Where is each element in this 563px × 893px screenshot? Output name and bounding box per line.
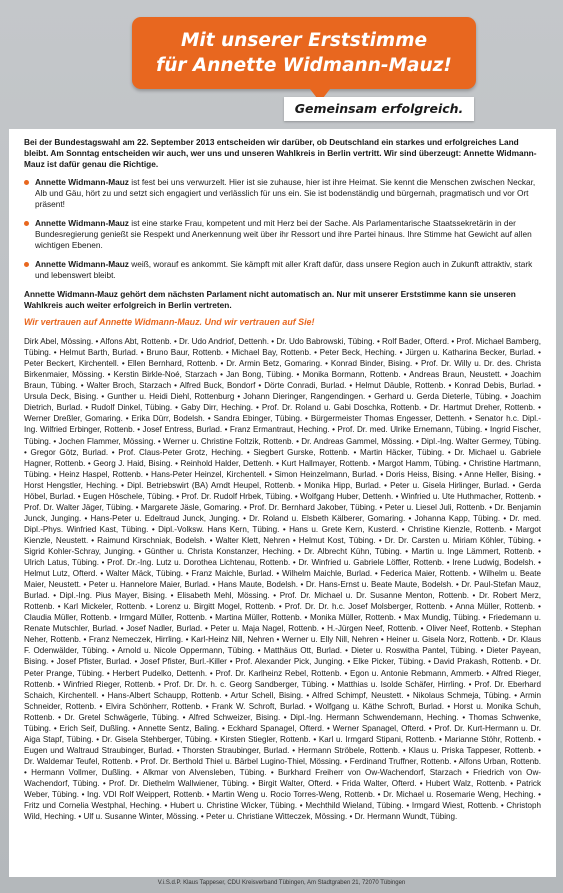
bullet-text: ist eine starke Frau, kompetent und mit Herz bei der Sache. Als Parlamentarische Staatssekretärin in der Bundesregierung genießt sie Respekt und Anerkennung weit über ihr Ressort und ihre Partei hinaus. Ihre Stimme hat Gewicht auf allen wichtigen Ebenen. [35, 218, 532, 250]
orange-bullet-icon [24, 180, 29, 185]
bullet-name: Annette Widmann-Mauz [35, 177, 129, 187]
text-card [9, 129, 556, 877]
intro-paragraph: Bei der Bundestagswahl am 22. September 2013 entscheiden wir darüber, ob Deutschland ein starkes und erfolgreiches Land bleibt. Am Sonntag entscheiden wir auch, wer uns und unseren Wahlkreis in Berlin vertritt. Wir sind überzeugt: Annette Widmann-Mauz ist dafür genau die Richtige. [24, 137, 537, 169]
trust-heading: Wir vertrauen auf Annette Widmann-Mauz. Und wir vertrauen auf Sie! [24, 317, 315, 327]
bullet-item [24, 218, 541, 251]
imprint-footer: V.i.S.d.P. Klaus Tappeser, CDU Kreisverband Tübingen, Am Stadtgraben 21, 72070 Tübingen [157, 880, 406, 886]
bullet-name: Annette Widmann-Mauz [35, 218, 129, 228]
bullet-text: weiß, worauf es ankommt. Sie kämpft mit aller Kraft dafür, dass unsere Region auch in Zukunft attraktiv, stark und lebenswert bleibt. [35, 259, 533, 280]
orange-bullet-icon [24, 262, 29, 267]
supporter-list: Dirk Abel, Mössing. • Alfons Abt, Rottenb. • Dr. Udo Andriof, Dettenh. • Dr. Udo Babrowski, Tübing. • Rolf Bader, Ofterd. • Prof. Michael Bamberg, Tübing. • Helmut Barth, Burlad. • Bruno Baur, Rottenb. • Michael Bay, Rottenb. • Peter Beck, Heching. • Jürgen u. Katharina Becker, Burlad. • Peter Beckert, Kirchentell. • Ellen Bernhard, Rottenb. • Dr. Armin Betz, Gomaring. • Konrad Binder, Bising. • Prof. Dr. Willy u. Dr. des. Christa Birkenmaier, Mössing. • Kerstin Birkle-Noé, Starzach • Jan Bong, Tübing. • Monika Bormann, Rottenb. • Andreas Braun, Neustett. • Joachim Braun, Tübing. • Walter Broch, Starzach • Alfred Buck, Bondorf • Dörte Conradi, Burlad. • Helmut Däuble, Rottenb. • Konrad Debis, Burlad. • Ursula Deck, Bising. • Gunther u. Heidi Diehl, Rottenburg • Johann Dieringer, Rangendingen. • Gerhard u. Gerda Dieterle, Tübing. • Joachim Dietrich, Burlad. • Rudolf Dinkel, Tübing. • Gaby Dirr, Heching. • Prof. Dr. Roland u. Gabi Doschka, Rottenb. • Dr. Hartmut Dreher, Rottenb. • Werner Dreßler, Gomaring. • Erika Dürr, Bodelsh. • Sandra Ebinger, Tübing. • Bürgermeister Thomas Engesser, Dettenh. • Senator h.c. Dipl.-Ing. Wilfried Erbinger, Rottenb. • Josef Entress, Burlad. • Franz Ermantraut, Heching. • Prof. Dr. med. Ulrike Ernemann, Tübing. • Ingrid Fischer, Tübing. • Jochen Flammer, Mössing. • Werner u. Christine Foltzik, Rottenb. • Dr. Andreas Gammel, Mössing. • Dipl.-Ing. Walter Germey, Tübing. • Gregor Götz, Burlad. • Prof. Claus-Peter Grotz, Heching. • Siegbert Gurske, Rottenb. • Martin Häcker, Tübing. • Dr. Michael u. Gabriele Hagner, Rottenb. • Georg J. Haid, Bising. • Reinhold Halder, Dettenh. • Kurt Hallmayer, Rottenb. • Margot Hamm, Tübing. • Christine Hartmann, Tübing. • Heinz Haspel, Rottenb. • Hans-Peter Heinzel, Kirchentell. • Simon Heinzelmann, Burlad. • Doris Heiss, Bising. • Anne Heller, Bising. • Horst Hengstler, Heching. • Dipl. Betriebswirt (BA) Arndt Heupel, Rottenb. • Monika Hipp, Burlad. • Peter u. Gisela Hirlinger, Burlad. • Gerda Höbel, Burlad. • Eugen Höschele, Tübing. • Prof. Dr. Rudolf Hrbek, Tübing. • Wolfgang Huber, Dettenh. • Winfried u. Ute Huthmacher, Rottenb. • Prof. Dr. Walter Jäger, Tübing. • Margarete Jäsle, Gomaring. • Prof. Dr. Bernhard Jakober, Tübing. • Peter u. Liesel Juli, Rottenb. • Dr. Benjamin Junck, Junging. • Hans-Peter u. Edeltraud Junck, Junging. • Dr. Roland u. Elsbeth Kälberer, Gomaring. • Johanna Kapp, Tübing. • Dr. med. Dipl.-Phys. Winfried Kast, Tübing. • Dipl.-Volksw. Hans Kern, Tübing. • Hans u. Grete Kern, Kusterd. • Christine Kienzle, Rottenb. • Margot Kienzle, Neustett. • Raimund Kirschniak, Bodelsh. • Walter Klett, Nehren • Helmut Kost, Tübing. • Dr. Dr. Carsten u. Miriam Köhler, Tübing. • Sigrid Kohler-Schray, Junging. • Günther u. Christa Konstanzer, Heching. • Dr. Albrecht Kühn, Tübing. • Martin u. Inge Lämmert, Rottenb. • Ulrich Latus, Tübing. • Prof. Dr.-Ing. Lutz u. Dorothea Lichtenau, Rottenb. • Dr. Winfried u. Gabriele Löffler, Rottenb. • Irene Ludwig, Bodelsh. • Helmut Lutz, Ofterd. • Walter Mäck, Tübing. • Franz Maichle, Burlad. • Wilhelm Maichle, Burlad. • Federica Maier, Rottenb. • Wilhelm u. Beate Maier, Neustett. • Peter u. Hannelore Maier, Burlad. • Hans Maute, Bodelsh. • Dr. Hans-Ernst u. Beate Maute, Bodelsh. • Dr. Paul-Stefan Mauz, Burlad. • Dipl.-Ing. Pius Mayer, Bising. • Elisabeth Mehl, Mössing. • Prof. Dr. Michael u. Dr. Susanne Menton, Rottenb. • Dr. Robert Merz, Rottenb. • Karl Mickeler, Rottenb. • Lorenz u. Birgitt Mogel, Rottenb. • Prof. Dr. Dr. h.c. Josef Molsberger, Rottenb. • Anna Müller, Rottenb. • Claudia Müller, Rottenb. • Irmgard Müller, Rottenb. • Martina Müller, Rottenb. • Monika Müller, Rottenb. • Max Mundig, Tübing. • Friedemann u. Renate Mutschler, Burlad. • Josef Nadler, Burlad. • Peter u. Maja Nagel, Rottenb. • H.-Jürgen Neef, Rottenb. • Oliver Neef, Rottenb. • Stephan Neher, Rottenb. • Franz Nemeczek, Hirrling. • Karl-Heinz Nill, Nehren • Werner u. Elly Nill, Nehren • Heiner u. Gisela Norz, Rottenb. • Dr. Klaus F. Odenwälder, Tübing. • Arnold u. Nicole Oppermann, Tübing. • Matthäus Ott, Burlad. • Dieter u. Roswitha Pantel, Tübing. • Dieter Payean, Bising. • Josef Pfister, Burlad. • Josef Pfister, Burl.-Killer • Prof. Alexander Pick, Junging. • Elke Picker, Tübing. • David Prakash, Rottenb. • Dr. Peter Prange, Tübing. • Herbert Pudelko, Dettenh. • Prof. Dr. Karlheinz Rebel, Rottenb. • Egon u. Antonie Rebmann, Ammerb. • Alfred Rieger, Rottenb. • Winfried Rieger, Rottenb. • Prof. Dr. Dr. h. c. Georg Sandberger, Tübing. • Matthias u. Isolde Schäfer, Hirrling. • Prof. Dr. Eberhard Schaich, Kirchentell. • Hans-Albert Schaupp, Rottenb. • Artur Schell, Bising. • Alfred Schimpf, Neustett. • Nikolaus Schmeja, Tübing. • Armin Schneider, Rottenb. • Elvira Schönherr, Rottenb. • Frank W. Schroft, Burlad. • Wolfgang u. Käthe Schroft, Burlad. • Horst u. Monika Schuh, Rottenb. • Dr. Gretel Schwägerle, Tübing. • Alfred Schweizer, Bising. • Dipl.-Ing. Hermann Schwendemann, Heching. • Thomas Schwenke, Tübing. • Erich Seif, Dußling. • Annette Sentz, Baling. • Eckhard Spanagel, Ofterd. • Werner Spanagel, Ofterd. • Prof. Dr. Kurt-Hermann u. Dr. Aiga Stapf, Tübing. • Dr. Gisela Stehberger, Tübing. • Kirsten Stiegler, Rottenb. • Karl u. Irmgard Stipani, Rottenb. • Marianne Stöhr, Rottenb. • Eugen und Waltraud Straubinger, Burlad. • Thorsten Straubinger, Burlad. • Hermann Ströbele, Rottenb. • Klaus u. Priska Tappeser, Rottenb. • Dr. Waldemar Teufel, Rottenb. • Prof. Dr. Berthold Thiel u. Bärbel Lugino-Thiel, Mössing. • Ferdinand Truffner, Rottenb. • Alfons Urban, Rottenb. • Hermann Vollmer, Dußling. • Alkmar von Alvensleben, Tübing. • Burkhard Freiherr von Ow-Wachendorf, Starzach • Friedrich von Ow-Wachendorf, Tübing. • Prof. Dr. Diethelm Wallwiener, Tübing. • Birgit Walter, Ofterd. • Frida Walter, Ofterd. • Hubert Walz, Rottenb. • Patrick Weber, Tübing. • Ing. VDI Rolf Weippert, Rottenb. • Martin Weng u. Rocio Torres-Weng, Rottenb. • Dr. Michael u. Rosemarie Weng, Heching. • Fritz und Cornelia Westphal, Heching. • Hubert u. Christine Wicker, Tübing. • Mechthild Wieland, Tübing. • Irmgard Wiest, Rottenb. • Christoph Wild, Heching. • Ulf u. Susanne Winter, Mössing. • Peter u. Christiane Witteczek, Mössing. • Dr. Hermann Wundt, Tübing. [24, 337, 541, 822]
bullet-item [24, 177, 541, 210]
bullet-list [24, 177, 541, 281]
bullet-item [24, 259, 541, 281]
bullet-text: ist fest bei uns verwurzelt. Hier ist sie zuhause, hier ist ihre Heimat. Sie kennt die Menschen zwischen Neckar, Alb und Gäu, hört zu und setzt sich engagiert und verlässlich für uns ein. Sie ist bodenständig und bürgernah, pragmatisch und vor Ort präsent! [35, 177, 536, 209]
headline-line-1: Mit unserer Erststimme [180, 30, 428, 51]
headline-banner [132, 17, 476, 89]
closing-paragraph: Annette Widmann-Mauz gehört dem nächsten Parlament nicht automatisch an. Nur mit unserer Erststimme kann sie unseren Wahlkreis auch weiter erfolgreich in Berlin vertreten. [24, 289, 516, 310]
headline-line-2: für Annette Widmann-Mauz! [156, 55, 452, 76]
orange-bullet-icon [24, 221, 29, 226]
bullet-name: Annette Widmann-Mauz [35, 259, 129, 269]
slogan-label: Gemeinsam erfolgreich. [284, 97, 474, 121]
